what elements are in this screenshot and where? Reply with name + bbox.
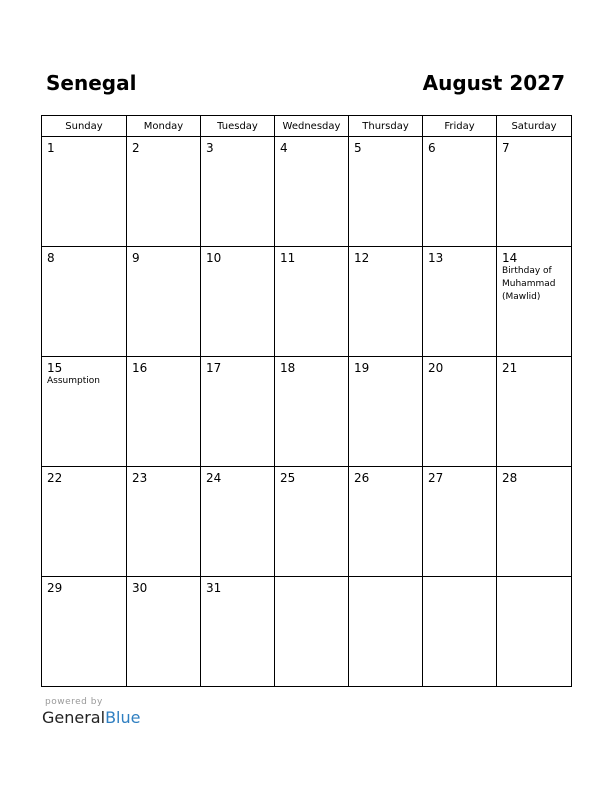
week-row (42, 577, 572, 687)
weekday-monday: Monday (127, 116, 201, 137)
day-cell (127, 247, 201, 357)
day-cell (423, 577, 497, 687)
day-cell (201, 137, 275, 247)
day-cell (42, 577, 127, 687)
day-number: 21 (502, 361, 518, 375)
weekday-sunday: Sunday (42, 116, 127, 137)
day-number: 13 (428, 251, 444, 265)
brand-general-text: General (42, 708, 106, 727)
day-cell (42, 357, 127, 467)
day-number: 4 (280, 141, 288, 155)
day-cell (497, 357, 572, 467)
holiday-label: Birthday of Muhammad (Mawlid) (502, 266, 556, 302)
day-number: 19 (354, 361, 370, 375)
powered-by-text: powered by (45, 697, 103, 707)
day-number: 30 (132, 581, 148, 595)
day-cell (423, 467, 497, 577)
day-number: 31 (206, 581, 222, 595)
day-number: 6 (428, 141, 436, 155)
day-cell (497, 467, 572, 577)
day-number: 20 (428, 361, 444, 375)
weekday-tuesday: Tuesday (201, 116, 275, 137)
day-cell (127, 467, 201, 577)
day-number: 2 (132, 141, 140, 155)
day-number: 16 (132, 361, 148, 375)
day-cell (497, 247, 572, 357)
day-number: 22 (47, 471, 63, 485)
day-cell (127, 137, 201, 247)
week-row (42, 247, 572, 357)
day-cell (201, 357, 275, 467)
day-cell (275, 577, 349, 687)
day-number: 12 (354, 251, 370, 265)
day-cell (423, 357, 497, 467)
day-cell (275, 467, 349, 577)
day-number: 28 (502, 471, 518, 485)
calendar-country-title: Senegal (46, 71, 137, 95)
day-cell (275, 357, 349, 467)
generalblue-logo[interactable] (42, 708, 140, 727)
day-number: 5 (354, 141, 362, 155)
day-number: 3 (206, 141, 214, 155)
day-number: 9 (132, 251, 140, 265)
day-cell (127, 577, 201, 687)
day-cell (275, 247, 349, 357)
day-cell (201, 577, 275, 687)
week-row (42, 137, 572, 247)
holiday-label: Assumption (47, 376, 100, 386)
calendar-month-title: August 2027 (422, 71, 565, 95)
day-number: 1 (47, 141, 55, 155)
week-row (42, 357, 572, 467)
day-number: 26 (354, 471, 370, 485)
weekday-saturday: Saturday (497, 116, 572, 137)
day-number: 24 (206, 471, 222, 485)
day-cell (497, 577, 572, 687)
day-cell (275, 137, 349, 247)
brand-blue-text: Blue (105, 708, 141, 727)
day-cell (349, 467, 423, 577)
day-number: 27 (428, 471, 444, 485)
day-cell (349, 577, 423, 687)
weekday-thursday: Thursday (349, 116, 423, 137)
day-number: 11 (280, 251, 296, 265)
day-number: 18 (280, 361, 296, 375)
day-number: 10 (206, 251, 222, 265)
day-cell (349, 357, 423, 467)
day-cell (42, 247, 127, 357)
day-cell (127, 357, 201, 467)
day-number: 14 (502, 251, 518, 265)
day-number: 23 (132, 471, 148, 485)
day-number: 7 (502, 141, 510, 155)
day-cell (497, 137, 572, 247)
day-cell (349, 137, 423, 247)
day-cell (201, 467, 275, 577)
weekday-friday: Friday (423, 116, 497, 137)
day-cell (349, 247, 423, 357)
week-row (42, 467, 572, 577)
day-cell (201, 247, 275, 357)
footer-branding (42, 697, 140, 727)
day-cell (423, 247, 497, 357)
weekday-wednesday: Wednesday (275, 116, 349, 137)
day-cell (42, 137, 127, 247)
calendar-grid (41, 115, 572, 687)
day-cell (42, 467, 127, 577)
day-number: 15 (47, 361, 63, 375)
day-number: 17 (206, 361, 222, 375)
day-cell (423, 137, 497, 247)
day-number: 8 (47, 251, 55, 265)
day-number: 25 (280, 471, 296, 485)
day-number: 29 (47, 581, 63, 595)
weekday-header-row (42, 116, 572, 137)
